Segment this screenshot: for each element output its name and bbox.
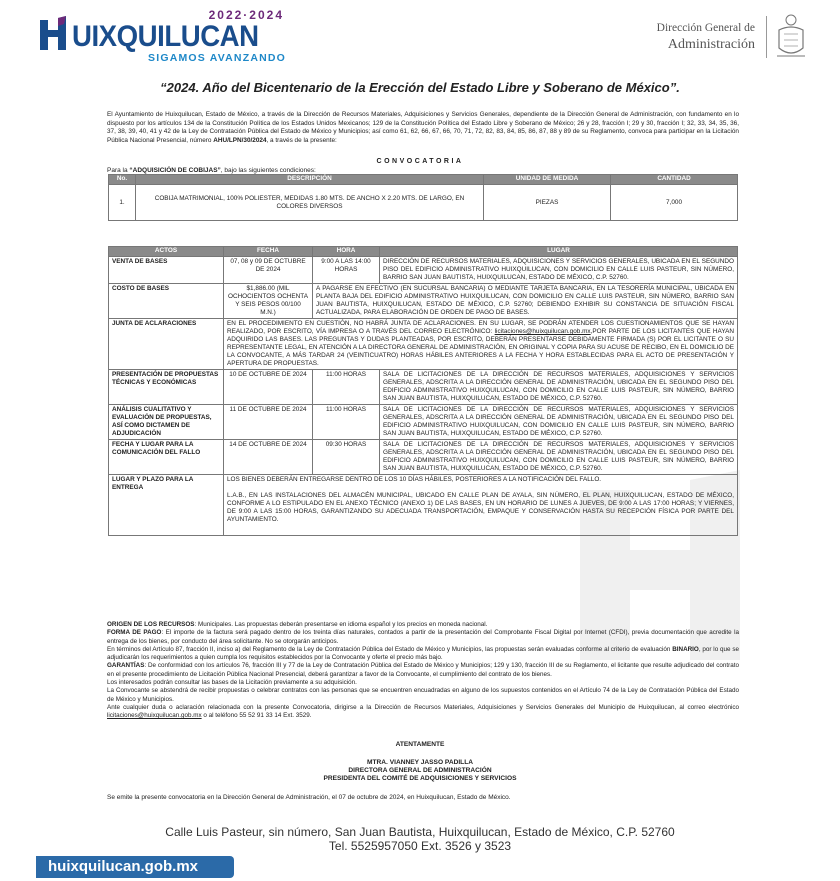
clarification-text-post: ,POR PARTE DE LOS LICITANTES QUE HAYAN ADQUIRIDO LAS BASES. LAS PREGUNTAS Y DUDAS PLANTEADAS, POR ESCRITO, DEBERÁN PRESENTARSE DEBIDAMENTE FIRMADA (S) POR EL LICITANTE O SU REPRESENTANTE LEGAL, EN ATENCIÓN A LA DIRECTORA GENERAL DE ADMINISTRACIÓN, EN ORIGINAL Y COPIA PARA SU ACUSE DE RECIBO, EN EL DOMICILIO DE LA CONVOCANTE, A MÁS TARDAR 24 (VEINTICUATRO) HORAS HÁBILES ANTERIORES A LA FECHA Y HORA ESTABLECIDAS PARA EL ACTO DE PRESENTACIÓN Y APERTURA DE PROPUESTAS. [227, 328, 734, 367]
act-name: PRESENTACIÓN DE PROPUESTAS TÉCNICAS Y ECONÓMICAS [109, 370, 224, 405]
funding-origin-text: : Municipales. Las propuestas deberán presentarse en idioma español y los precios en moneda nacional. [194, 621, 488, 628]
contact-text-post: o al teléfono 55 52 91 33 14 Ext. 3529. [201, 712, 312, 720]
funding-origin-label: ORIGEN DE LOS RECURSOS [107, 621, 195, 628]
item-no: 1. [109, 185, 136, 221]
payment-terms-text: : El importe de la factura será pagado dentro de los treinta días naturales, contados a partir de la presentación del Comprobante Fiscal Digital por Internet (CFDI), previa documentación que acredite la entrega de los bienes, por conducto del área solicitante. No se otorgarán anticipos. [107, 629, 739, 645]
act-date: 11 DE OCTUBRE DE 2024 [224, 405, 313, 440]
tender-number: AHU/LPN/30/2024 [213, 136, 267, 144]
col-place: LUGAR [380, 247, 738, 257]
page-header [0, 0, 840, 80]
evaluation-text-post: , por lo que se adjudicarán los requerimientos a quien cumpla los requisitos establecidos por la Convocante y oferte el precio más bajo. [107, 645, 739, 662]
signer-committee-role: PRESIDENTA DEL COMITÉ DE ADQUISICIONES Y SERVICIOS [323, 775, 517, 782]
delivery-term: LOS BIENES DEBERÁN ENTREGARSE DENTRO DE LOS 10 DÍAS HÁBILES, POSTERIORES A LA NOTIFICACIÓN DEL FALLO. [227, 476, 602, 483]
purpose-pre: Para la [107, 167, 130, 174]
col-time: HORA [313, 247, 380, 257]
act-time: 11:00 HORAS [313, 370, 380, 405]
logo-h-icon [38, 16, 72, 52]
guarantees [107, 662, 739, 679]
evaluation-method: BINARIO [672, 645, 699, 653]
acts-table [108, 246, 738, 536]
col-acts: ACTOS [109, 247, 224, 257]
clarification-text: EN EL PROCEDIMIENTO EN CUESTIÓN, NO HABRÁ JUNTA DE ACLARACIONES. EN SU LUGAR, SE PODRÁN ATENDER LOS CUESTIONAMIENTOS QUE SE HAYAN REALIZADO, POR ESCRITO, VÍA IMPRESA O A TRAVÉS DEL CORREO ELECTRÓNICO: [227, 320, 734, 335]
signer-name: MTRA. VIANNEY JASSO PADILLA [367, 759, 473, 766]
issue-statement: Se emite la presente convocatoria en la Dirección General de Administración, el 07 de octubre de 2024, en Huixquilucan, Estado de México. [107, 794, 511, 801]
evaluation-text: En términos del Artículo 87, fracción II, inciso a) del Reglamento de la Ley de Contratación Pública del Estado de México y Municipios, las propuestas serán evaluadas conforme al criterio de evaluación [107, 645, 673, 653]
col-no: No. [109, 175, 136, 185]
contact-email-link[interactable]: licitaciones@huixquilucan.gob.mx [107, 712, 202, 720]
col-date: FECHA [224, 247, 313, 257]
footer-address: Calle Luis Pasteur, sin número, San Juan Bautista, Huixquilucan, Estado de México, C.P. 52760 [165, 825, 675, 839]
department-line1: Dirección General de [656, 22, 755, 34]
act-name: ANÁLISIS CUALITATIVO Y EVALUACIÓN DE PROPUESTAS, ASÍ COMO DICTAMEN DE ADJUDICACIÓN [109, 405, 224, 440]
table-row [109, 185, 738, 221]
item-unit: PIEZAS [484, 185, 611, 221]
website-link[interactable]: huixquilucan.gob.mx [36, 856, 234, 878]
footer-phone: Tel. 5525957050 Ext. 3526 y 3523 [328, 839, 512, 853]
contact-note [107, 704, 739, 721]
item-quantity: 7,000 [611, 185, 738, 221]
act-name: COSTO DE BASES [109, 284, 224, 319]
col-unit: UNIDAD DE MEDIDA [484, 175, 611, 185]
items-header-row [109, 175, 738, 185]
year-motto: “2024. Año del Bicentenario de la Erección del Estado Libre y Soberano de México”. [160, 80, 680, 95]
guarantees-label: GARANTÍAS [107, 662, 145, 670]
clarification-email-link[interactable]: licitaciones@huixquilucan.gob.mx [494, 328, 591, 335]
payment-terms [107, 629, 739, 646]
act-place: SALA DE LICITACIONES DE LA DIRECCIÓN DE RECURSOS MATERIALES, ADQUISICIONES Y SERVICIOS GENERALES, ADSCRITA A LA DIRECCIÓN GENERAL DE ADMINISTRACIÓN, UBICADA EN EL SEGUNDO PISO DEL EDIFICIO ADMINISTRATIVO HUIXQUILUCAN, CON DOMICILIO EN CALLE LUIS PASTEUR, SIN NÚMERO, BARRIO SAN JUAN BAUTISTA, HUIXQUILUCAN, ESTADO DE MÉXICO, C.P. 52760. [380, 405, 738, 440]
logo-name: UIXQUILUCAN [72, 20, 259, 53]
bases-cost: $1,886.00 (MIL OCHOCIENTOS OCHENTA Y SEIS PESOS 00/100 M.N.) [224, 284, 313, 319]
signer-role: DIRECTORA GENERAL DE ADMINISTRACIÓN [348, 767, 492, 774]
contact-text: Ante cualquier duda o aclaración relacionada con la presente Convocatoria, dirigirse a la Dirección de Recursos Materiales, Adquisiciones y Servicios Generales del Municipio de Huixquilucan, al correo electrónico [107, 703, 739, 711]
department-line2: Administración [667, 37, 755, 52]
act-date: 14 DE OCTUBRE DE 2024 [224, 440, 313, 475]
table-row [109, 475, 738, 536]
act-name: VENTA DE BASES [109, 257, 224, 284]
department-block [655, 8, 815, 58]
department-divider [766, 16, 767, 58]
table-row [109, 405, 738, 440]
funding-origin [107, 621, 739, 629]
acts-header-row [109, 247, 738, 257]
bases-payment-info: A PAGARSE EN EFECTIVO (EN SUCURSAL BANCARIA) O MEDIANTE TARJETA BANCARIA, EN LA TESORERÍA MUNICIPAL, UBICADA EN PLANTA BAJA DEL EDIFICIO ADMINISTRATIVO HUIXQUILUCAN, CON DOMICILIO EN CALLE LUIS PASTEUR, SIN NÚMERO, BARRIO SAN JUAN BAUTISTA, HUIXQUILUCAN, ESTADO DE MÉXICO, C.P. 52760; DEBIENDO EXHIBIR SU CONSTANCIA DE SITUACIÓN FISCAL ACTUALIZADA, PARA ELABORACIÓN DE ORDEN DE PAGO DE BASES. [313, 284, 738, 319]
act-time: 9:00 A LAS 14:00 HORAS [313, 257, 380, 284]
col-description: DESCRIPCIÓN [136, 175, 484, 185]
table-row [109, 257, 738, 284]
convocatoria-title: CONVOCATORIA [376, 158, 464, 165]
evaluation-criteria [107, 646, 739, 663]
act-time: 09:30 HORAS [313, 440, 380, 475]
table-row [109, 284, 738, 319]
act-place: DIRECCIÓN DE RECURSOS MATERIALES, ADQUISICIONES Y SERVICIOS GENERALES, UBICADA EN EL SEGUNDO PISO DEL EDIFICIO ADMINISTRATIVO HUIXQUILUCAN, CON DOMICILIO EN CALLE LUIS PASTEUR, SIN NÚMERO, BARRIO SAN JUAN BAUTISTA, HUIXQUILUCAN, ESTADO DE MÉXICO, C.P. 52760. [380, 257, 738, 284]
municipal-seal-icon [773, 12, 809, 62]
table-row [109, 370, 738, 405]
act-time: 11:00 HORAS [313, 405, 380, 440]
logo-slogan: SIGAMOS AVANZANDO [148, 52, 287, 64]
act-name: LUGAR Y PLAZO PARA LA ENTREGA [109, 475, 224, 536]
logo-years: 2022·2024 [208, 8, 284, 22]
guarantees-text: : De conformidad con los artículos 76, fracción III y 77 de la Ley de Contratación Pública del Estado de México y Municipios; 129 y 130, fracción III de su Reglamento, el licitante que resulte adjudicado del contrato en el presente procedimiento de Licitación Pública Nacional Presencial, deberá garantizar a favor de la Convocante, el cumplimiento del contrato de los bienes. [107, 662, 739, 678]
intro-text: El Ayuntamiento de Huixquilucan, Estado de México, a través de la Dirección de Recursos Materiales, Adquisiciones y Servicios Generales, dependiente de la Dirección General de Administración, con fundamento en lo dispuesto por los artículos 134 de la Constitución Política de los Estados Unidos Mexicanos; 129 de la Constitución Política del Estado Libre y Soberano de México; 26 y 28, fracción I; 29 y 30, fracción I; 32, 33, 34, 35, 36, 37, 38, 39, 40, 41 y 42 de la Ley de Contratación Pública del Estado de México y Municipios; así como 61, 62, 66, 67, 66, 70, 71, 72, 82, 83, 84, 85, 86, 87, 88 y 89 de su Reglamento, convoca para participar en la Licitación Pública Nacional Presencial, número [107, 111, 739, 144]
clarification-info [224, 319, 738, 370]
convocatoria-purpose [107, 167, 316, 174]
intro-tail: , a través de la presente: [266, 136, 337, 144]
table-row [109, 319, 738, 370]
purpose-subject: “ADQUISICIÓN DE COBIJAS” [129, 167, 221, 174]
act-place: SALA DE LICITACIONES DE LA DIRECCIÓN DE RECURSOS MATERIALES, ADQUISICIONES Y SERVICIOS GENERALES, ADSCRITA A LA DIRECCIÓN GENERAL DE ADMINISTRACIÓN, UBICADA EN EL SEGUNDO PISO DEL EDIFICIO ADMINISTRATIVO HUIXQUILUCAN, CON DOMICILIO EN CALLE LUIS PASTEUR, SIN NÚMERO, BARRIO SAN JUAN BAUTISTA, HUIXQUILUCAN, ESTADO DE MÉXICO, C.P. 52760. [380, 440, 738, 475]
col-quantity: CANTIDAD [611, 175, 738, 185]
delivery-location: L.A.B., EN LAS INSTALACIONES DEL ALMACÉN MUNICIPAL, UBICADO EN CALLE PLAN DE AYALA, SIN NÚMERO, EL PLAN, HUIXQUILUCAN, ESTADO DE MÉXICO, CONFORME A LO ESTIPULADO EN EL ANEXO TÉCNICO (ANEXO 1) DE LAS BASES, EN UN HORARIO DE LUNES A JUEVES, DE 9:00 A LAS 17:00 HORAS; Y VIERNES, DE 9:00 A LAS 15:00 HORAS, GARANTIZANDO SU ADECUADA TRANSPORTACIÓN, EMPAQUE Y CONSERVACIÓN HASTA SU RECEPCIÓN FÍSICA POR PARTE DEL AYUNTAMIENTO. [227, 492, 734, 523]
payment-terms-label: FORMA DE PAGO [107, 629, 162, 637]
act-date: 10 DE OCTUBRE DE 2024 [224, 370, 313, 405]
consult-note: Los interesados podrán consultar las bases de la Licitación previamente a su adquisición. [107, 679, 357, 687]
act-name: FECHA Y LUGAR PARA LA COMUNICACIÓN DEL FALLO [109, 440, 224, 475]
item-description: COBIJA MATRIMONIAL, 100% POLIESTER, MEDIDAS 1.80 MTS. DE ANCHO X 2.20 MTS. DE LARGO, EN COLORES DIVERSOS [136, 185, 484, 221]
closing-atentamente: ATENTAMENTE [395, 741, 445, 748]
table-row [109, 440, 738, 475]
act-place: SALA DE LICITACIONES DE LA DIRECCIÓN DE RECURSOS MATERIALES, ADQUISICIONES Y SERVICIOS GENERALES, ADSCRITA A LA DIRECCIÓN GENERAL DE ADMINISTRACIÓN, UBICADA EN EL SEGUNDO PISO DEL EDIFICIO ADMINISTRATIVO HUIXQUILUCAN, CON DOMICILIO EN CALLE LUIS PASTEUR, SIN NÚMERO, BARRIO SAN JUAN BAUTISTA, HUIXQUILUCAN, ESTADO DE MÉXICO, C.P. 52760. [380, 370, 738, 405]
abstention-note: La Convocante se abstendrá de recibir propuestas o celebrar contratos con las personas que se encuentren encuadradas en alguno de los supuestos contenidos en el Artículo 74 de la Ley de Contratación Pública del Estado de México y Municipios. [107, 687, 739, 703]
municipality-logo [38, 6, 288, 68]
delivery-info [224, 475, 738, 536]
items-table [108, 174, 738, 221]
purpose-post: , bajo las siguientes condiciones: [220, 167, 316, 174]
intro-paragraph [107, 111, 739, 145]
act-date: 07, 08 y 09 DE OCTUBRE DE 2024 [224, 257, 313, 284]
act-name: JUNTA DE ACLARACIONES [109, 319, 224, 370]
terms-section [107, 621, 739, 721]
